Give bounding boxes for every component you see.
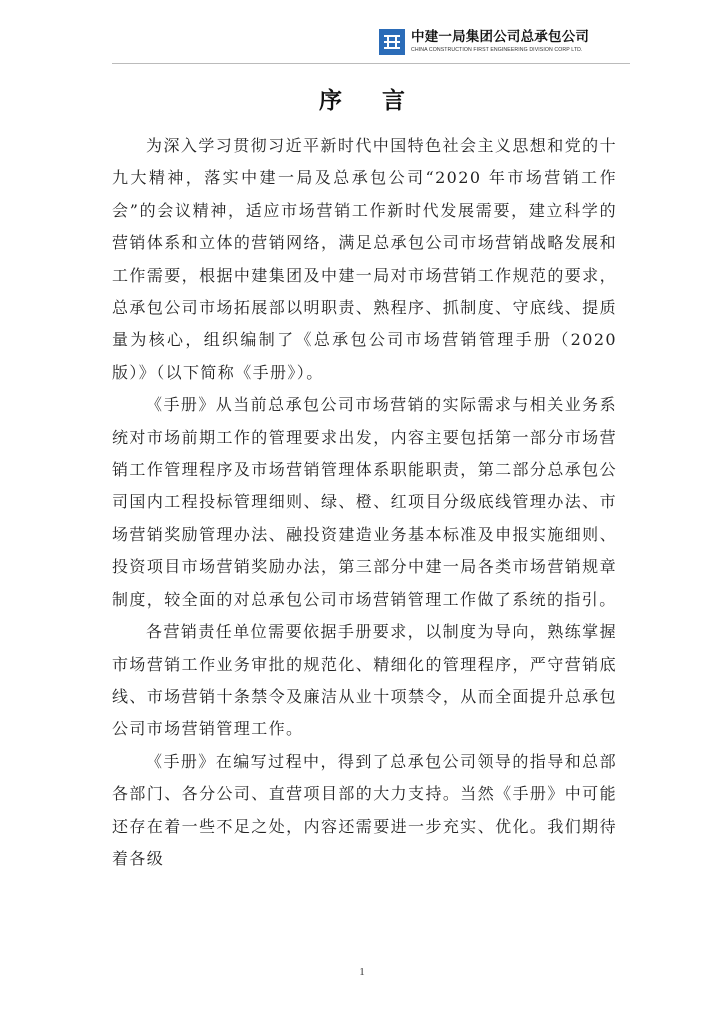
document-body xyxy=(112,130,617,875)
company-name-block xyxy=(411,31,589,53)
paragraph-2: 《手册》从当前总承包公司市场营销的实际需求与相关业务系统对市场前期工作的管理要求出发，内容主要包括第一部分市场营销工作管理程序及市场营销管理体系职能职责，第二部分总承包公司国内工程投标管理细则、绿、橙、红项目分级底线管理办法、市场营销奖励管理办法、融投资建造业务基本标准及申报实施细则、投资项目市场营销奖励办法，第三部分中建一局各类市场营销规章制度，较全面的对总承包公司市场营销管理工作做了系统的指引。 xyxy=(112,395,617,609)
paragraph-3: 各营销责任单位需要依据手册要求，以制度为导向，熟练掌握市场营销工作业务审批的规范化、精细化的管理程序，严守营销底线、市场营销十条禁令及廉洁从业十项禁令，从而全面提升总承包公司市场营销管理工作。 xyxy=(112,622,617,739)
company-name-cn: 中建一局集团公司总承包公司 xyxy=(411,29,590,46)
company-name-en: CHINA CONSTRUCTION FIRST ENGINEERING DIVISION CORP LTD. xyxy=(411,46,583,53)
paragraph-4: 《手册》在编写过程中，得到了总承包公司领导的指导和总部各部门、各分公司、直营项目部的大力支持。当然《手册》中可能还存在着一些不足之处，内容还需要进一步充实、优化。我们期待着各级 xyxy=(112,751,617,868)
page-header xyxy=(379,26,629,58)
paragraph-1: 为深入学习贯彻习近平新时代中国特色社会主义思想和党的十九大精神，落实中建一局及总承包公司“2020 年市场营销工作会”的会议精神，适应市场营销工作新时代发展需要，建立科学的营销体系和立体的营销网络，满足总承包公司市场营销战略发展和工作需要，根据中建集团及中建一局对市场营销工作规范的要求，总承包公司市场拓展部以明职责、熟程序、抓制度、守底线、提质量为核心，组织编制了《总承包公司市场营销管理手册（2020 版）》（以下简称《手册》）。 xyxy=(112,136,617,382)
header-divider xyxy=(112,63,630,64)
document-title: 序言 xyxy=(319,88,445,114)
page-number: 1 xyxy=(359,966,365,978)
cscec-logo-icon xyxy=(379,29,405,55)
